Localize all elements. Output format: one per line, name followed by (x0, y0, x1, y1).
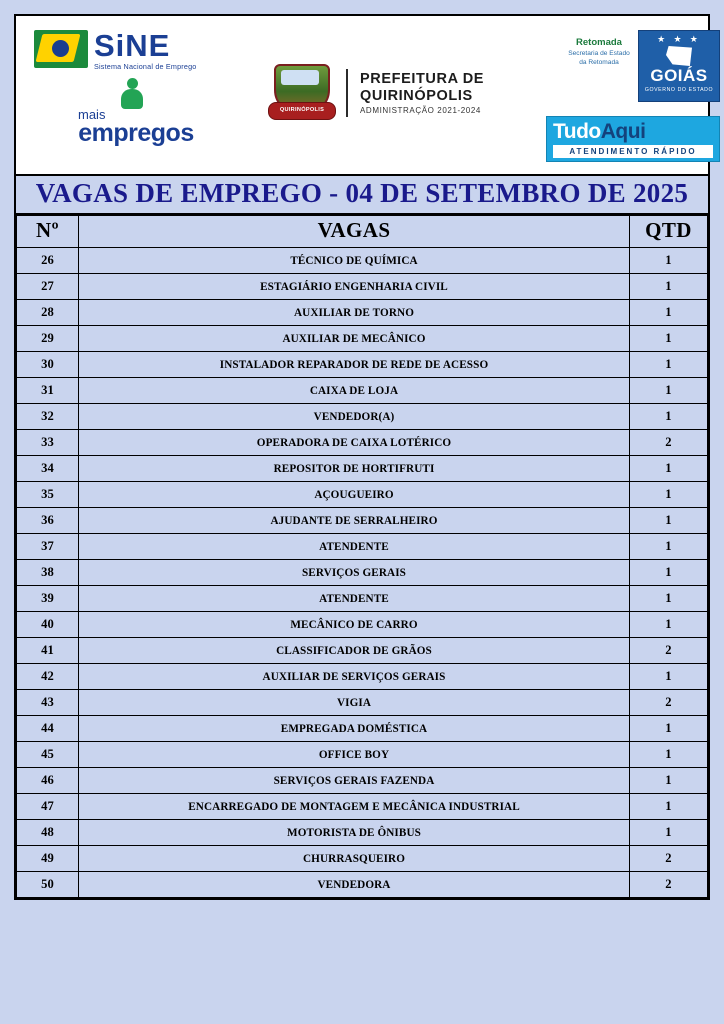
cell-vacancy: MOTORISTA DE ÔNIBUS (79, 820, 630, 846)
cell-vacancy: REPOSITOR DE HORTIFRUTI (79, 456, 630, 482)
table-row (17, 534, 708, 560)
table-row (17, 846, 708, 872)
cell-number: 39 (17, 586, 79, 612)
cell-quantity: 1 (630, 534, 708, 560)
cell-quantity: 1 (630, 820, 708, 846)
sine-logo-text (94, 30, 196, 70)
cell-vacancy: OPERADORA DE CAIXA LOTÉRICO (79, 430, 630, 456)
stars-icon: ★ ★ ★ (657, 34, 701, 44)
cell-vacancy: ENCARREGADO DE MONTAGEM E MECÂNICA INDUSTRIAL (79, 794, 630, 820)
vacancy-sheet (14, 14, 714, 900)
mais-empregos-logo (56, 92, 216, 146)
cell-number: 32 (17, 404, 79, 430)
prefeitura-text (360, 71, 484, 115)
tudo-aqui-word1: Tudo (553, 120, 601, 143)
sine-subtitle: Sistema Nacional de Emprego (94, 62, 197, 71)
table-row (17, 326, 708, 352)
cell-vacancy: MECÂNICO DE CARRO (79, 612, 630, 638)
mais-empregos-line2: empregos (78, 119, 194, 147)
cell-number: 26 (17, 248, 79, 274)
retomada-logo (568, 38, 630, 67)
person-icon (118, 78, 148, 112)
table-row (17, 586, 708, 612)
cell-quantity: 1 (630, 248, 708, 274)
cell-quantity: 1 (630, 482, 708, 508)
cell-vacancy: VENDEDOR(A) (79, 404, 630, 430)
cell-quantity: 1 (630, 456, 708, 482)
table-row (17, 664, 708, 690)
table-body (17, 248, 708, 898)
cell-quantity: 2 (630, 638, 708, 664)
sine-wordmark: SiNE (94, 28, 171, 63)
cell-quantity: 1 (630, 274, 708, 300)
cell-vacancy: VIGIA (79, 690, 630, 716)
cell-number: 50 (17, 872, 79, 898)
cell-vacancy: ATENDENTE (79, 534, 630, 560)
sine-logo (34, 30, 196, 70)
cell-quantity: 2 (630, 846, 708, 872)
table-row (17, 820, 708, 846)
cell-vacancy: ATENDENTE (79, 586, 630, 612)
cell-vacancy: AJUDANTE DE SERRALHEIRO (79, 508, 630, 534)
table-row (17, 482, 708, 508)
brazil-flag-icon (34, 30, 88, 68)
cell-quantity: 1 (630, 768, 708, 794)
cell-vacancy: SERVIÇOS GERAIS FAZENDA (79, 768, 630, 794)
cell-number: 29 (17, 326, 79, 352)
table-row (17, 430, 708, 456)
cell-number: 46 (17, 768, 79, 794)
cell-quantity: 1 (630, 560, 708, 586)
coat-of-arms-label: QUIRINÓPOLIS (279, 107, 325, 113)
table-header-row (17, 216, 708, 248)
mais-empregos-line1: mais (78, 107, 106, 122)
cell-vacancy: TÉCNICO DE QUÍMICA (79, 248, 630, 274)
cell-quantity: 2 (630, 872, 708, 898)
cell-vacancy: INSTALADOR REPARADOR DE REDE DE ACESSO (79, 352, 630, 378)
cell-quantity: 1 (630, 664, 708, 690)
coat-of-arms-icon (268, 62, 334, 124)
table-row (17, 690, 708, 716)
tudo-aqui-wordmark (553, 121, 713, 142)
cell-number: 40 (17, 612, 79, 638)
column-header-quantity: QTD (630, 216, 708, 248)
cell-vacancy: SERVIÇOS GERAIS (79, 560, 630, 586)
cell-number: 41 (17, 638, 79, 664)
cell-number: 49 (17, 846, 79, 872)
table-row (17, 404, 708, 430)
cell-number: 38 (17, 560, 79, 586)
cell-number: 34 (17, 456, 79, 482)
cell-quantity: 2 (630, 690, 708, 716)
cell-number: 44 (17, 716, 79, 742)
cell-number: 42 (17, 664, 79, 690)
cell-quantity: 1 (630, 352, 708, 378)
goias-government-logo (638, 30, 720, 102)
cell-number: 27 (17, 274, 79, 300)
cell-number: 37 (17, 534, 79, 560)
cell-quantity: 1 (630, 404, 708, 430)
tudo-aqui-subtitle: ATENDIMENTO RÁPIDO (553, 145, 713, 158)
prefeitura-line3: ADMINISTRAÇÃO 2021-2024 (360, 106, 481, 116)
retomada-title: Retomada (576, 37, 622, 48)
cell-number: 47 (17, 794, 79, 820)
column-header-vacancy: VAGAS (79, 216, 630, 248)
cell-number: 35 (17, 482, 79, 508)
table-row (17, 768, 708, 794)
tudo-aqui-word2: Aqui (600, 120, 646, 143)
cell-vacancy: ESTAGIÁRIO ENGENHARIA CIVIL (79, 274, 630, 300)
cell-quantity: 1 (630, 742, 708, 768)
cell-vacancy: VENDEDORA (79, 872, 630, 898)
table-row (17, 560, 708, 586)
table-row (17, 352, 708, 378)
table-header (17, 216, 708, 248)
table-row (17, 274, 708, 300)
prefeitura-line1: PREFEITURA DE (360, 70, 485, 87)
cell-vacancy: AUXILIAR DE MECÂNICO (79, 326, 630, 352)
cell-quantity: 1 (630, 794, 708, 820)
cell-number: 48 (17, 820, 79, 846)
goias-name: GOIÁS (650, 66, 708, 85)
cell-vacancy: EMPREGADA DOMÉSTICA (79, 716, 630, 742)
table-row (17, 456, 708, 482)
retomada-subtitle: Secretaria de Estado da Retomada (568, 50, 630, 66)
cell-number: 45 (17, 742, 79, 768)
cell-number: 36 (17, 508, 79, 534)
cell-quantity: 2 (630, 430, 708, 456)
cell-number: 33 (17, 430, 79, 456)
cell-quantity: 1 (630, 716, 708, 742)
page-title-text: VAGAS DE EMPREGO - 04 DE SETEMBRO DE 2025 (35, 178, 689, 208)
vacancies-table (16, 215, 708, 898)
cell-vacancy: AÇOUGUEIRO (79, 482, 630, 508)
cell-quantity: 1 (630, 612, 708, 638)
table-row (17, 508, 708, 534)
prefeitura-logo (268, 62, 484, 124)
cell-vacancy: CHURRASQUEIRO (79, 846, 630, 872)
cell-number: 28 (17, 300, 79, 326)
column-header-number: Nº (17, 216, 79, 248)
table-row (17, 742, 708, 768)
table-row (17, 638, 708, 664)
prefeitura-line2: QUIRINÓPOLIS (360, 87, 473, 104)
page-title (16, 176, 708, 215)
cell-quantity: 1 (630, 326, 708, 352)
cell-quantity: 1 (630, 586, 708, 612)
table-row (17, 872, 708, 898)
cell-vacancy: OFFICE BOY (79, 742, 630, 768)
tudo-aqui-logo (546, 116, 720, 162)
table-row (17, 300, 708, 326)
prefeitura-divider (346, 69, 348, 117)
document-header (16, 16, 714, 176)
cell-vacancy: CLASSIFICADOR DE GRÃOS (79, 638, 630, 664)
cell-quantity: 1 (630, 300, 708, 326)
table-row (17, 794, 708, 820)
table-row (17, 716, 708, 742)
table-row (17, 378, 708, 404)
cell-quantity: 1 (630, 508, 708, 534)
table-row (17, 248, 708, 274)
table-row (17, 612, 708, 638)
cell-quantity: 1 (630, 378, 708, 404)
cell-number: 43 (17, 690, 79, 716)
goias-subtitle: GOVERNO DO ESTADO (644, 87, 714, 93)
cell-number: 31 (17, 378, 79, 404)
cell-vacancy: CAIXA DE LOJA (79, 378, 630, 404)
goias-state-shape-icon (666, 46, 692, 66)
cell-number: 30 (17, 352, 79, 378)
cell-vacancy: AUXILIAR DE TORNO (79, 300, 630, 326)
cell-vacancy: AUXILIAR DE SERVIÇOS GERAIS (79, 664, 630, 690)
